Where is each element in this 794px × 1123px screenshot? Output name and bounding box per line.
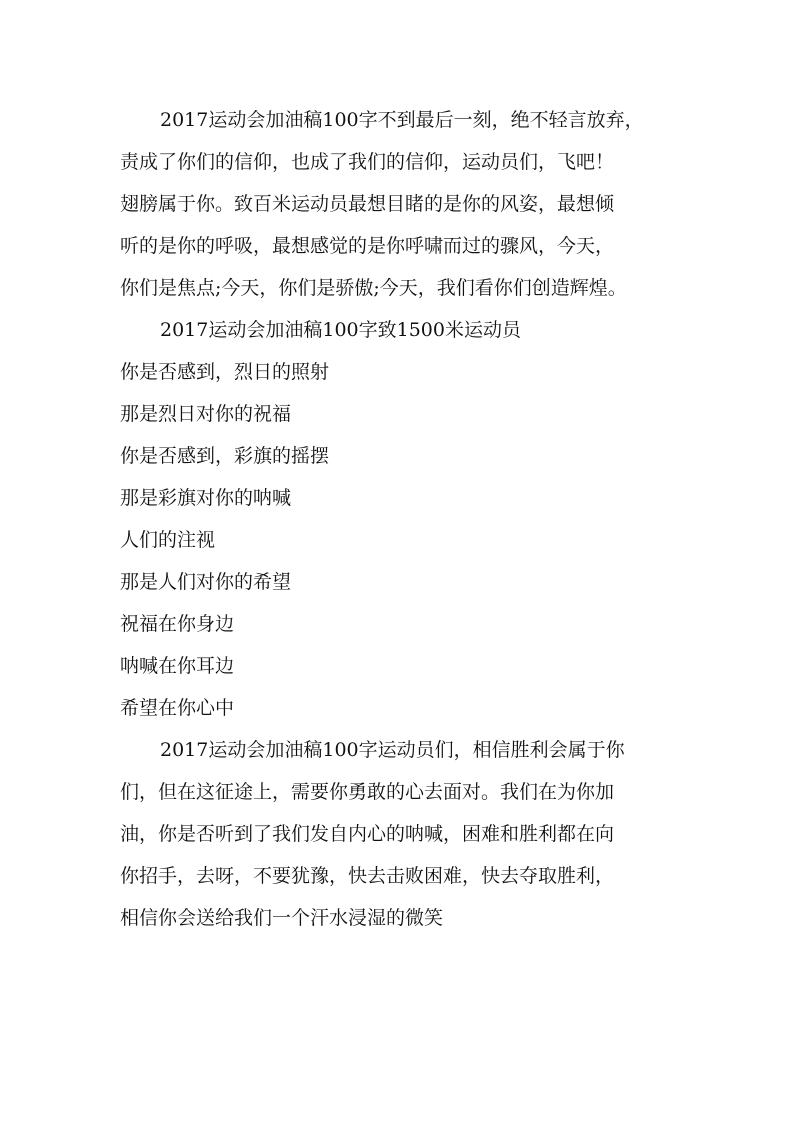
paragraph-line: 2017运动会加油稿100字不到最后一刻，绝不轻言放弃， (160, 109, 644, 131)
poem-line: 那是彩旗对你的呐喊 (120, 487, 292, 509)
paragraph-3 (120, 729, 700, 939)
paragraph-line: 你招手，去呀，不要犹豫，快去击败困难，快去夺取胜利， (120, 865, 615, 887)
poem-line: 希望在你心中 (120, 697, 235, 719)
poem-line: 祝福在你身边 (120, 613, 235, 635)
poem-line: 呐喊在你耳边 (120, 655, 235, 677)
paragraph-line: 相信你会送给我们一个汗水浸湿的微笑 (120, 907, 444, 929)
paragraph-line: 们，但在这征途上，需要你勇敢的心去面对。我们在为你加 (120, 781, 615, 803)
paragraph-line: 你们是焦点;今天，你们是骄傲;今天，我们看你们创造辉煌。 (120, 277, 627, 299)
paragraph-line: 责成了你们的信仰，也成了我们的信仰，运动员们，飞吧！ (120, 151, 615, 173)
poem (120, 351, 700, 729)
poem-line: 你是否感到，烈日的照射 (120, 361, 330, 383)
poem-line: 人们的注视 (120, 529, 216, 551)
paragraph-line: 2017运动会加油稿100字运动员们，相信胜利会属于你 (160, 739, 625, 761)
poem-line: 你是否感到，彩旗的摇摆 (120, 445, 330, 467)
poem-line: 那是烈日对你的祝福 (120, 403, 292, 425)
document-body (120, 99, 700, 939)
poem-line: 那是人们对你的希望 (120, 571, 292, 593)
paragraph-line: 听的是你的呼吸，最想感觉的是你呼啸而过的骤风，今天， (120, 235, 615, 257)
section-heading: 2017运动会加油稿100字致1500米运动员 (160, 319, 521, 341)
paragraph-line: 油，你是否听到了我们发自内心的呐喊，困难和胜利都在向 (120, 823, 615, 845)
paragraph-line: 翅膀属于你。致百米运动员最想目睹的是你的风姿，最想倾 (120, 193, 615, 215)
paragraph-1 (120, 99, 700, 309)
